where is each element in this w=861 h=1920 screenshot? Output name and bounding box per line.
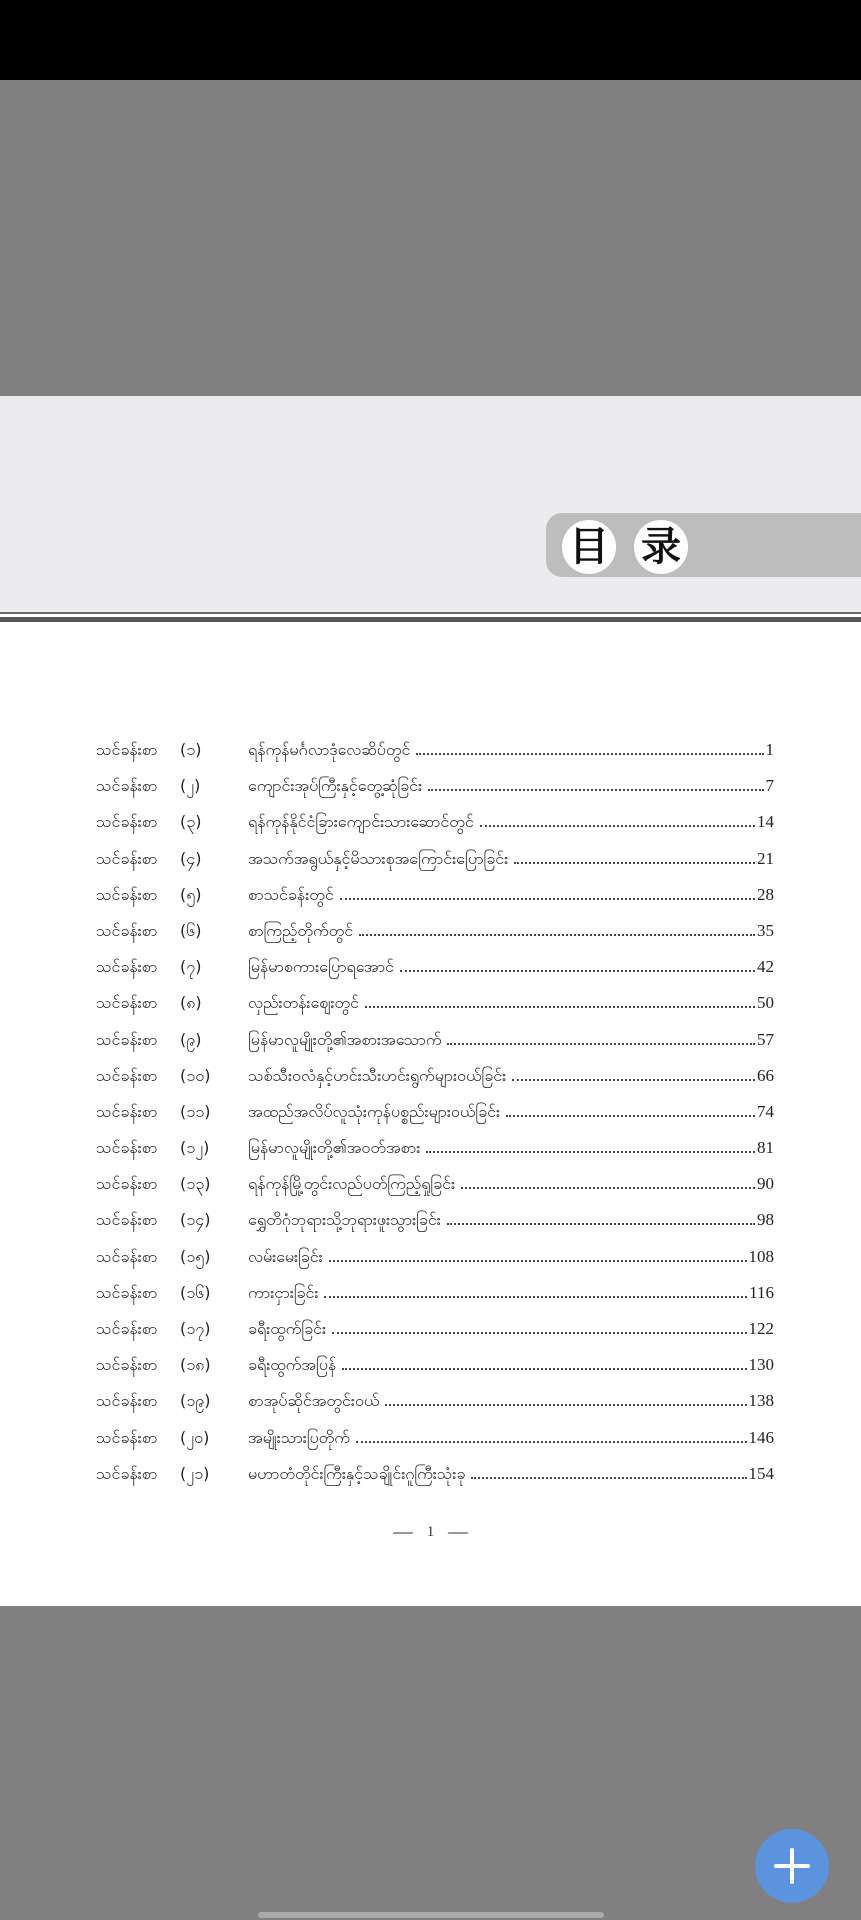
entry-title: အမျိုးသားပြတိုက် [248,1427,350,1447]
toc-entry[interactable] [96,1065,774,1101]
entry-title: ကျောင်းအုပ်ကြီးနှင့်တွေ့ဆုံခြင်း [248,776,423,796]
footer-ornament-right [447,1532,468,1534]
entry-title: စာသင်ခန်းတွင် [248,884,334,904]
toc-list [96,739,774,1499]
entry-chapter-label: သင်ခန်းစာ [96,848,158,868]
entry-chapter-label: သင်ခန်းစာ [96,993,158,1013]
entry-title: မြန်မာစကားပြောရအောင် [248,957,394,977]
home-indicator[interactable] [258,1912,604,1918]
viewer-background-top[interactable] [0,80,861,396]
entry-number: (၃) [180,812,202,832]
entry-title: မဟာတံတိုင်းကြီးနှင့်သချိုင်းဂူကြီးသုံးခု [248,1463,466,1483]
entry-title: လှည်းတန်းဈေးတွင် [248,993,359,1013]
entry-number: (၆) [180,920,202,940]
toc-entry[interactable] [96,1390,774,1426]
entry-leader-dots [471,1477,746,1479]
entry-page-number: 50 [757,993,774,1013]
plus-icon [774,1848,810,1884]
entry-leader-dots [461,1187,755,1189]
entry-number: (၁၆) [180,1282,211,1302]
entry-number: (၁၉) [180,1391,211,1411]
entry-chapter-label: သင်ခန်းစာ [96,1391,158,1411]
entry-page-number: 57 [757,1029,774,1049]
entry-page-number: 21 [757,848,774,868]
toc-entry[interactable] [96,1209,774,1245]
toc-entry[interactable] [96,884,774,920]
entry-number: (၇) [180,957,202,977]
entry-number: (၁၁) [180,1101,211,1121]
entry-chapter-label: သင်ခန်းစာ [96,1065,158,1085]
toc-entry[interactable] [96,811,774,847]
entry-page-number: 122 [748,1319,774,1338]
entry-page-number: 7 [765,776,774,796]
entry-leader-dots [365,1006,755,1008]
toc-heading-char-2: 录 [634,520,688,574]
page-header-band [0,396,861,612]
entry-page-number: 138 [748,1391,774,1411]
entry-page-number: 1 [765,740,774,759]
entry-page-number: 154 [748,1463,774,1483]
entry-number: (၂၁) [180,1463,210,1483]
entry-number: (၁၄) [180,1210,211,1230]
entry-leader-dots [514,862,755,864]
entry-chapter-label: သင်ခန်းစာ [96,957,158,977]
entry-number: (၂) [180,776,201,796]
add-button[interactable] [755,1829,829,1903]
toc-entry[interactable] [96,1173,774,1209]
toc-entry[interactable] [96,1318,774,1354]
entry-number: (၉) [180,1029,202,1049]
entry-page-number: 130 [748,1355,774,1375]
toc-entry[interactable] [96,848,774,884]
toc-entry[interactable] [96,1463,774,1499]
entry-title: စာအုပ်ဆိုင်အတွင်းဝယ် [248,1391,380,1411]
entry-page-number: 81 [757,1138,774,1158]
header-divider-thin [0,612,861,614]
entry-chapter-label: သင်ခန်းစာ [96,920,158,940]
entry-title: ခရီးထွက်အပြန် [248,1355,337,1375]
entry-number: (၂၀) [180,1427,210,1447]
entry-number: (၁) [180,740,202,759]
entry-leader-dots [426,1151,755,1153]
toc-entry[interactable] [96,775,774,811]
pdf-page[interactable] [0,396,861,1606]
entry-leader-dots [512,1079,755,1081]
toc-banner [546,513,861,577]
entry-leader-dots [506,1115,755,1117]
entry-chapter-label: သင်ခန်းစာ [96,1463,158,1483]
entry-leader-dots [356,1441,747,1443]
entry-title: ခရီးထွက်ခြင်း [248,1319,326,1338]
entry-page-number: 14 [757,812,774,832]
entry-page-number: 42 [757,957,774,977]
entry-title: ရန်ကုန်မြို့တွင်းလည်ပတ်ကြည့်ရှုခြင်း [248,1174,456,1194]
entry-leader-dots [342,1368,746,1370]
entry-number: (၁၂) [180,1138,210,1158]
entry-title: အထည်အလိပ်လူသုံးကုန်ပစ္စည်းများဝယ်ခြင်း [248,1101,501,1121]
toc-entry[interactable] [96,1137,774,1173]
entry-chapter-label: သင်ခန်းစာ [96,1138,158,1158]
toc-heading-char-1: 目 [562,520,616,574]
toc-entry[interactable] [96,1101,774,1137]
entry-page-number: 28 [757,884,774,904]
entry-chapter-label: သင်ခန်းစာ [96,1210,158,1230]
entry-chapter-label: သင်ခန်းစာ [96,740,158,759]
page-number: 1 [426,1524,435,1540]
toc-entry[interactable] [96,739,774,775]
entry-title: ရန်ကုန်မင်္ဂလာဒုံလေဆိပ်တွင် [248,740,411,759]
toc-entry[interactable] [96,1354,774,1390]
entry-number: (၈) [180,993,202,1013]
entry-number: (၁၀) [180,1065,211,1085]
entry-number: (၄) [180,848,202,868]
entry-chapter-label: သင်ခန်းစာ [96,1427,158,1447]
entry-chapter-label: သင်ခန်းစာ [96,1101,158,1121]
entry-number: (၅) [180,884,202,904]
entry-title: လမ်းမေးခြင်း [248,1246,323,1266]
entry-chapter-label: သင်ခန်းစာ [96,776,158,796]
entry-page-number: 98 [757,1210,774,1230]
page-footer [0,1524,861,1541]
entry-chapter-label: သင်ခန်းစာ [96,1246,158,1266]
toc-entry[interactable] [96,920,774,956]
entry-title: သစ်သီးဝလံနှင့်ဟင်းသီးဟင်းရွက်များဝယ်ခြင်း [248,1065,507,1085]
entry-number: (၁၃) [180,1174,211,1194]
entry-title: မြန်မာလူမျိုးတို့၏အဝတ်အစား [248,1138,421,1158]
viewer-background-bottom[interactable] [0,1606,861,1920]
entry-leader-dots [447,1223,755,1225]
entry-title: အသက်အရွယ်နှင့်မိသားစုအကြောင်းပြောခြင်း [248,848,509,868]
entry-leader-dots [400,970,755,972]
entry-number: (၁၈) [180,1355,211,1375]
entry-page-number: 146 [748,1427,774,1447]
entry-leader-dots [428,789,763,791]
entry-page-number: 116 [749,1282,774,1302]
footer-ornament-left [392,1532,413,1534]
entry-leader-dots [324,1296,747,1298]
entry-leader-dots [447,1043,755,1045]
entry-leader-dots [340,898,755,900]
entry-page-number: 74 [757,1101,774,1121]
entry-number: (၁၅) [180,1246,211,1266]
entry-leader-dots [329,1260,747,1262]
entry-title: စာကြည့်တိုက်တွင် [248,920,354,940]
entry-leader-dots [359,934,755,936]
entry-chapter-label: သင်ခန်းစာ [96,884,158,904]
entry-leader-dots [385,1404,746,1406]
entry-title: မြန်မာလူမျိုးတို့၏အစားအသောက် [248,1029,442,1049]
toc-entry[interactable] [96,956,774,992]
status-bar [0,0,861,80]
entry-page-number: 108 [748,1246,774,1266]
header-divider-thick [0,617,861,622]
entry-page-number: 90 [757,1174,774,1194]
entry-chapter-label: သင်ခန်းစာ [96,1355,158,1375]
entry-leader-dots [332,1332,747,1334]
entry-leader-dots [480,825,755,827]
entry-title: ရွှေတိဂုံဘုရားသို့ဘုရားဖူးသွားခြင်း [248,1210,441,1230]
entry-chapter-label: သင်ခန်းစာ [96,1319,158,1338]
entry-chapter-label: သင်ခန်းစာ [96,1282,158,1302]
toc-entry[interactable] [96,992,774,1028]
toc-entry[interactable] [96,1246,774,1282]
toc-entry[interactable] [96,1427,774,1463]
entry-leader-dots [416,753,763,755]
entry-chapter-label: သင်ခန်းစာ [96,812,158,832]
entry-title: ကားငှားခြင်း [248,1282,319,1302]
entry-chapter-label: သင်ခန်းစာ [96,1029,158,1049]
entry-chapter-label: သင်ခန်းစာ [96,1174,158,1194]
toc-entry[interactable] [96,1282,774,1318]
entry-number: (၁၇) [180,1319,211,1338]
entry-page-number: 35 [757,920,774,940]
entry-title: ရန်ကုန်နိုင်ငံခြားကျောင်းသားဆောင်တွင် [248,812,474,832]
toc-entry[interactable] [96,1029,774,1065]
entry-page-number: 66 [757,1065,774,1085]
